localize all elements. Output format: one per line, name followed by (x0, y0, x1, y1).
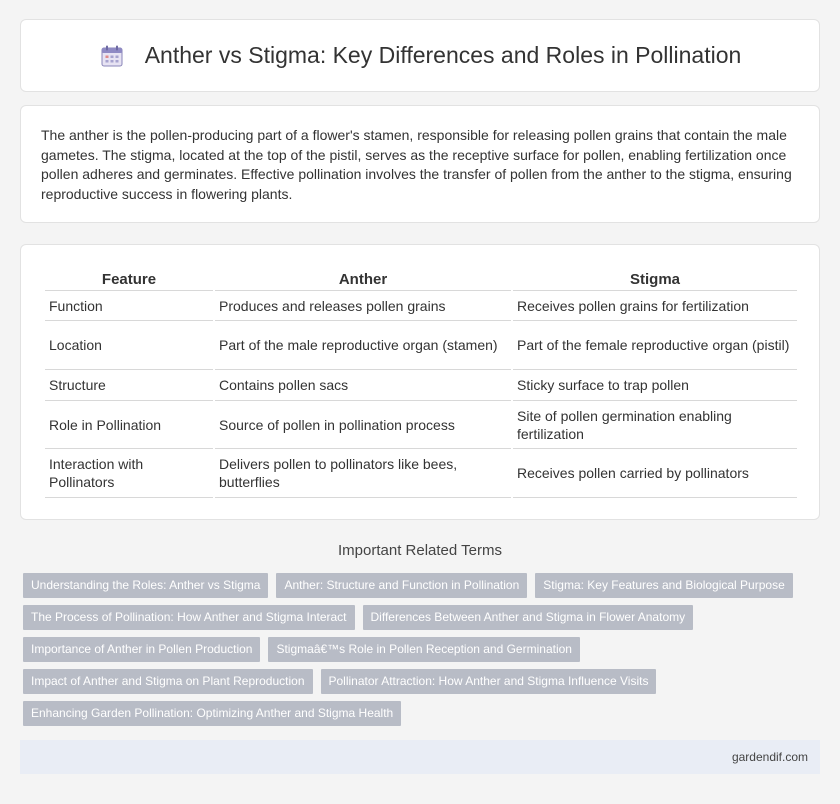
header-card (20, 19, 820, 92)
related-term-link[interactable]: Importance of Anther in Pollen Production (23, 637, 260, 662)
cell-feature: Structure (45, 370, 213, 401)
table-header-row (45, 265, 797, 291)
calendar-icon (99, 43, 125, 69)
table-row (45, 449, 797, 498)
cell-feature: Function (45, 291, 213, 321)
cell-stigma: Receives pollen carried by pollinators (513, 449, 797, 498)
cell-anther: Source of pollen in pollination process (215, 401, 511, 449)
cell-feature: Location (45, 321, 213, 370)
header-feature: Feature (45, 265, 213, 291)
tag-row (23, 605, 823, 630)
cell-stigma: Sticky surface to trap pollen (513, 370, 797, 401)
related-term-link[interactable]: Impact of Anther and Stigma on Plant Reproduction (23, 669, 313, 694)
related-term-link[interactable]: Pollinator Attraction: How Anther and Stigma Influence Visits (321, 669, 657, 694)
cell-feature: Interaction with Pollinators (45, 449, 213, 498)
related-term-link[interactable]: Understanding the Roles: Anther vs Stigma (23, 573, 268, 598)
table-row (45, 401, 797, 449)
title-wrap (99, 42, 742, 69)
related-term-link[interactable]: The Process of Pollination: How Anther and Stigma Interact (23, 605, 355, 630)
related-term-link[interactable]: Enhancing Garden Pollination: Optimizing Anther and Stigma Health (23, 701, 401, 726)
cell-stigma: Site of pollen germination enabling fertilization (513, 401, 797, 449)
table-row (45, 291, 797, 321)
cell-anther: Part of the male reproductive organ (stamen) (215, 321, 511, 370)
comparison-table (43, 265, 799, 498)
tag-row (23, 701, 823, 726)
related-term-link[interactable]: Differences Between Anther and Stigma in Flower Anatomy (363, 605, 694, 630)
cell-stigma: Part of the female reproductive organ (pistil) (513, 321, 797, 370)
related-terms-heading: Important Related Terms (338, 542, 502, 559)
tag-row (23, 573, 823, 598)
cell-feature: Role in Pollination (45, 401, 213, 449)
cell-anther: Produces and releases pollen grains (215, 291, 511, 321)
related-terms-list (23, 573, 823, 733)
tag-row (23, 669, 823, 694)
table-row (45, 370, 797, 401)
cell-anther: Delivers pollen to pollinators like bees, butterflies (215, 449, 511, 498)
tag-row (23, 637, 823, 662)
table-row (45, 321, 797, 370)
intro-card (20, 105, 820, 223)
related-term-link[interactable]: Anther: Structure and Function in Pollination (276, 573, 527, 598)
intro-paragraph: The anther is the pollen-producing part of a flower's stamen, responsible for releasing pollen grains that contain the male gametes. The stigma, located at the top of the pistil, serves as the receptive surface for pollen, enabling fertilization once pollen adheres and germinates. Effective pollination involves the transfer of pollen from the anther to the stigma, ensuring reproductive success in flowering plants. (41, 127, 792, 202)
related-term-link[interactable]: Stigma: Key Features and Biological Purpose (535, 573, 792, 598)
footer-site-link[interactable]: gardendif.com (731, 750, 808, 764)
header-anther: Anther (215, 265, 511, 291)
page-title: Anther vs Stigma: Key Differences and Roles in Pollination (144, 42, 742, 68)
header-stigma: Stigma (513, 265, 797, 291)
comparison-card (20, 244, 820, 520)
cell-anther: Contains pollen sacs (215, 370, 511, 401)
related-term-link[interactable]: Stigmaâ€™s Role in Pollen Reception and Germination (268, 637, 580, 662)
cell-stigma: Receives pollen grains for fertilization (513, 291, 797, 321)
footer (20, 740, 820, 774)
